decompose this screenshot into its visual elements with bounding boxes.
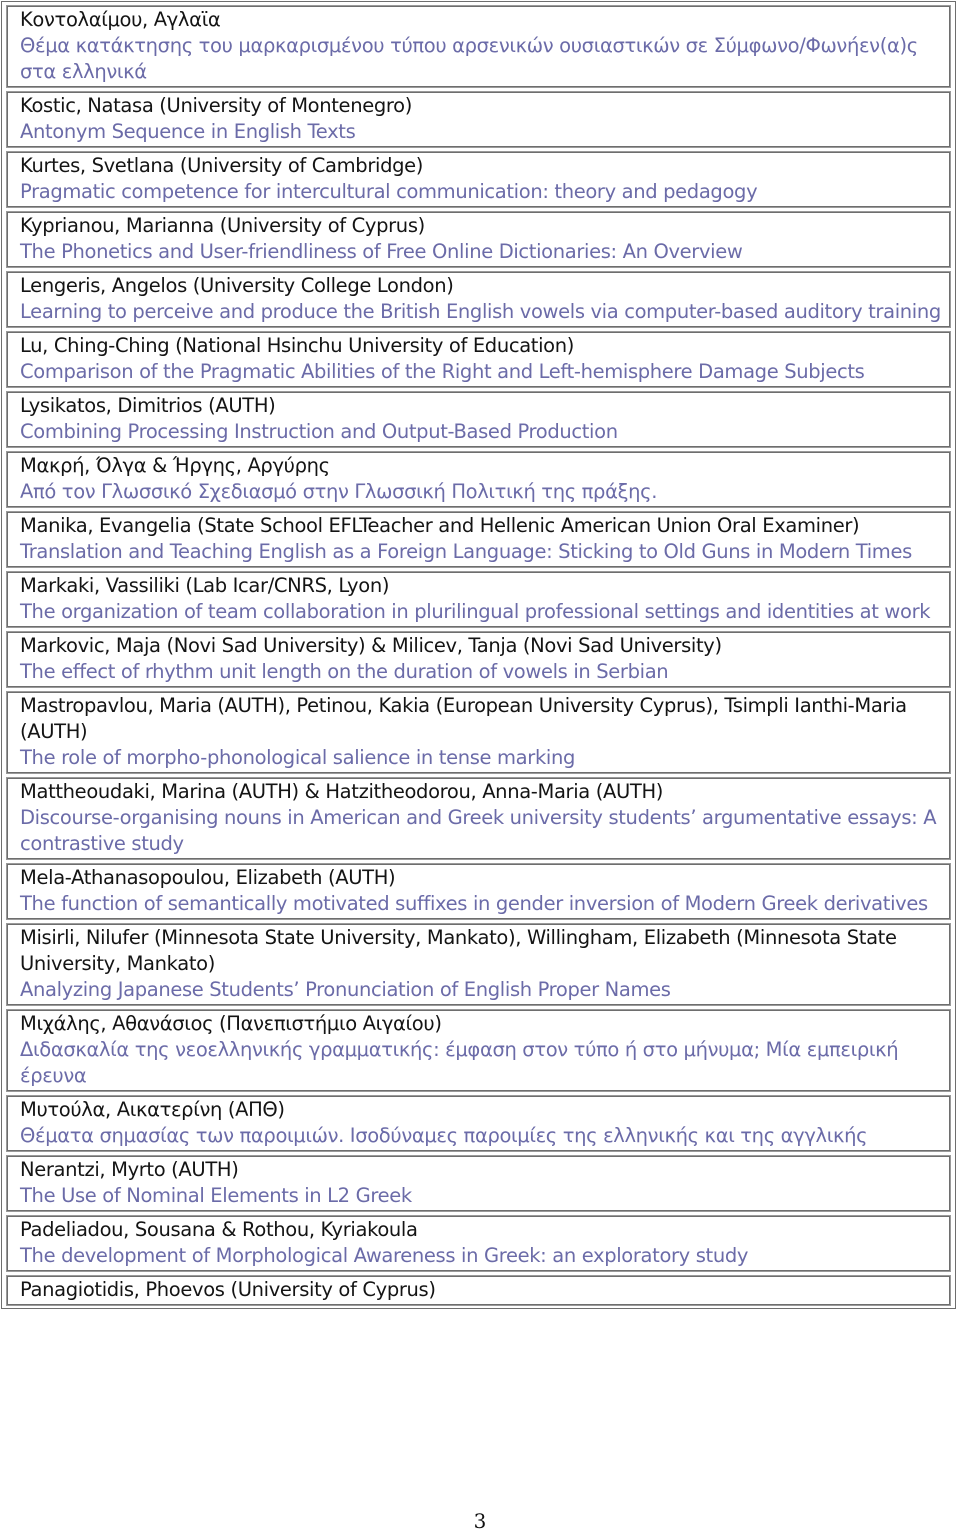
table-row	[7, 1096, 950, 1151]
entry-title: Από τον Γλωσσικό Σχεδιασμό στην Γλωσσική Πολιτική της πράξης.	[20, 480, 658, 503]
entry-author: Panagiotidis, Phoevos (University of Cyprus)	[20, 1278, 436, 1301]
table-row	[7, 1276, 950, 1305]
entry-author: Mattheoudaki, Marina (AUTH) & Hatzitheodorou, Anna-Maria (AUTH)	[20, 780, 664, 803]
table-row	[7, 392, 950, 447]
entry-author: Lu, Ching-Ching (National Hsinchu University of Education)	[20, 334, 575, 357]
entry-title: Θέματα σημασίας των παροιμιών. Ισοδύναμες παροιμίες της ελληνικής και της αγγλικής	[20, 1124, 868, 1147]
table-row	[7, 924, 950, 1005]
table-row	[7, 92, 950, 147]
entry-author: Μακρή, Όλγα & Ήργης, Αργύρης	[20, 454, 330, 477]
table-row	[7, 1216, 950, 1271]
table-row	[7, 1156, 950, 1211]
entry-author: Misirli, Nilufer (Minnesota State University, Mankato), Willingham, Elizabeth (Minnesota State University, Mankato)	[20, 926, 897, 975]
entry-author: Markovic, Maja (Novi Sad University) & Milicev, Tanja (Novi Sad University)	[20, 634, 722, 657]
entry-title: Comparison of the Pragmatic Abilities of the Right and Left-hemisphere Damage Subjects	[20, 360, 865, 383]
entry-title: Διδασκαλία της νεοελληνικής γραμματικής: έμφαση στον τύπο ή στο μήνυμα; Μία εμπειρική έρευνα	[20, 1038, 899, 1087]
entry-title: Translation and Teaching English as a Foreign Language: Sticking to Old Guns in Modern Times	[20, 540, 912, 563]
presentations-table	[1, 1, 956, 1309]
table-row	[7, 692, 950, 773]
entry-author: Mela-Athanasopoulou, Elizabeth (AUTH)	[20, 866, 396, 889]
entry-title: The Use of Nominal Elements in L2 Greek	[20, 1184, 412, 1207]
entry-author: Μυτούλα, Αικατερίνη (ΑΠΘ)	[20, 1098, 285, 1121]
table-row	[7, 212, 950, 267]
entry-title: Pragmatic competence for intercultural communication: theory and pedagogy	[20, 180, 758, 203]
entry-title: Discourse-organising nouns in American and Greek university students’ argumentative essays: A contrastive study	[20, 806, 937, 855]
entry-author: Nerantzi, Myrto (AUTH)	[20, 1158, 239, 1181]
page-number: 3	[473, 1509, 487, 1533]
entry-title: The function of semantically motivated suffixes in gender inversion of Modern Greek derivatives	[20, 892, 928, 915]
entry-author: Κοντολαίμου, Αγλαϊα	[20, 8, 221, 31]
table-row	[7, 1010, 950, 1091]
entry-author: Padeliadou, Sousana & Rothou, Kyriakoula	[20, 1218, 418, 1241]
entry-author: Μιχάλης, Αθανάσιος (Πανεπιστήμιο Αιγαίου)	[20, 1012, 442, 1035]
entry-title: The role of morpho-phonological salience in tense marking	[20, 746, 575, 769]
table-row	[7, 512, 950, 567]
table-row	[7, 152, 950, 207]
table-row	[7, 632, 950, 687]
table-row	[7, 332, 950, 387]
entry-author: Kurtes, Svetlana (University of Cambridge)	[20, 154, 424, 177]
entry-title: Θέμα κατάκτησης του μαρκαρισμένου τύπου αρσενικών ουσιαστικών σε Σύμφωνο/Φωνήεν(α)ς στα ελληνικά	[20, 34, 918, 83]
entry-author: Manika, Evangelia (State School EFLTeacher and Hellenic American Union Oral Examiner)	[20, 514, 860, 537]
entry-author: Lysikatos, Dimitrios (AUTH)	[20, 394, 276, 417]
entry-author: Kostic, Natasa (University of Montenegro)	[20, 94, 412, 117]
table-row	[7, 864, 950, 919]
table-row	[7, 272, 950, 327]
entry-author: Kyprianou, Marianna (University of Cyprus)	[20, 214, 425, 237]
entry-title: The development of Morphological Awareness in Greek: an exploratory study	[20, 1244, 749, 1267]
entry-author: Mastropavlou, Maria (AUTH), Petinou, Kakia (European University Cyprus), Tsimpli Ianthi-Maria (AUTH)	[20, 694, 907, 743]
entry-author: Lengeris, Angelos (University College London)	[20, 274, 454, 297]
table-row	[7, 6, 950, 87]
entry-author: Markaki, Vassiliki (Lab Icar/CNRS, Lyon)	[20, 574, 390, 597]
entry-title: The Phonetics and User-friendliness of Free Online Dictionaries: An Overview	[20, 240, 743, 263]
entry-title: The organization of team collaboration in plurilingual professional settings and identities at work	[20, 600, 931, 623]
entry-title: The effect of rhythm unit length on the duration of vowels in Serbian	[20, 660, 669, 683]
entry-title: Learning to perceive and produce the British English vowels via computer-based auditory training	[20, 300, 941, 323]
entry-title: Antonym Sequence in English Texts	[20, 120, 356, 143]
entry-title: Analyzing Japanese Students’ Pronunciation of English Proper Names	[20, 978, 671, 1001]
table-row	[7, 778, 950, 859]
entry-title: Combining Processing Instruction and Output-Based Production	[20, 420, 618, 443]
table-row	[7, 452, 950, 507]
table-row	[7, 572, 950, 627]
